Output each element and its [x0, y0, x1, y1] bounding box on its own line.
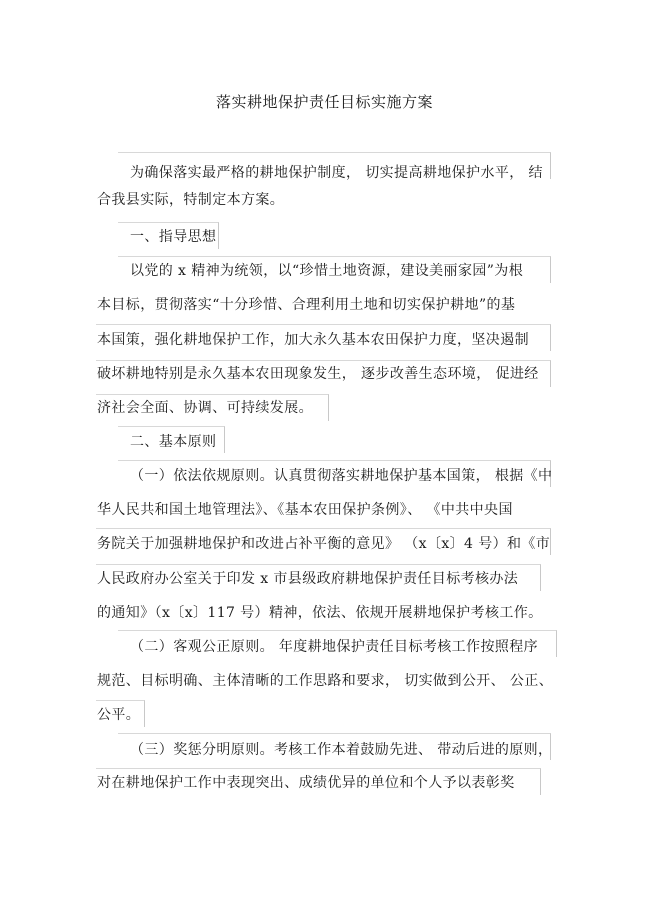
paragraph-line: （三）奖惩分明原则。考核工作本着鼓励先进、 带动后进的原则， — [130, 742, 553, 758]
paragraph-line: （二）客观公正原则。 年度耕地保护责任目标考核工作按照程序 — [130, 639, 539, 655]
section-heading: 一、指导思想 — [130, 229, 217, 245]
paragraph-line: 对在耕地保护工作中表现突出、成绩优异的单位和个人予以表彰奖 — [97, 775, 515, 791]
paragraph-line: 本目标，贯彻落实“十分珍惜、合理利用土地和切实保护耕地”的基 — [97, 297, 516, 313]
paragraph-line: 规范、目标明确、主体清晰的工作思路和要求， 切实做到公开、 公正、 — [97, 673, 554, 689]
paragraph-line: 为确保落实最严格的耕地保护制度， 切实提高耕地保护水平， 结 — [130, 165, 543, 181]
paragraph-line: 济社会全面、协调、可持续发展。 — [97, 400, 313, 416]
paragraph-line: 务院关于加强耕地保护和改进占补平衡的意见》 （x〔x〕4 号）和《市 — [97, 536, 551, 552]
paragraph-line: 破坏耕地特别是永久基本农田现象发生， 逐步改善生态环境， 促进经 — [97, 366, 539, 382]
paragraph-line: 本国策，强化耕地保护工作，加大永久基本农田保护力度，坚决遏制 — [97, 332, 529, 348]
paragraph-line: 的通知》（x〔x〕117 号）精神，依法、依规开展耕地保护考核工作。 — [97, 605, 543, 621]
paragraph-line: 人民政府办公室关于印发 x 市县级政府耕地保护责任目标考核办法 — [97, 571, 519, 587]
paragraph-line: 以党的 x 精神为统领，以“珍惜土地资源，建设美丽家园”为根 — [130, 263, 524, 279]
section-heading: 二、基本原则 — [130, 434, 217, 450]
paragraph-line: （一）依法依规原则。认真贯彻落实耕地保护基本国策， 根据《中 — [130, 468, 553, 484]
paragraph-line: 公平。 — [97, 707, 141, 723]
paragraph-line: 华人民共和国土地管理法》、《基本农田保护条例》、 《中共中央国 — [97, 502, 513, 518]
document-title: 落实耕地保护责任目标实施方案 — [215, 93, 433, 111]
paragraph-line: 合我县实际，特制定本方案。 — [97, 192, 285, 208]
